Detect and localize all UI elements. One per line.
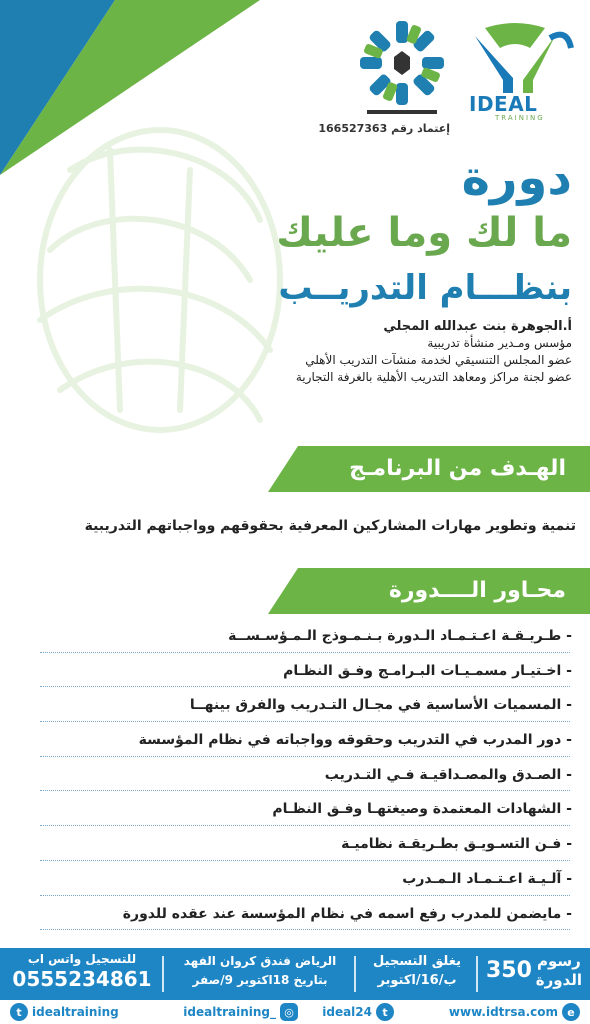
twitter-link-2[interactable]	[10, 1002, 119, 1022]
dotted-line	[40, 756, 570, 757]
tvtc-emblem-icon	[355, 18, 450, 118]
dotted-line	[40, 895, 570, 896]
ideal-logo-sub: TRAINING	[495, 114, 545, 122]
accreditation-number: إعتماد رقم 166527363	[318, 122, 450, 135]
list-item	[0, 900, 590, 935]
goal-heading-banner	[298, 446, 590, 492]
dotted-line	[40, 790, 570, 791]
goal-text: تنمية وتطوير مهارات المشاركين المعرفية بحقوقهم وواجباتهم التدريبية	[84, 518, 576, 534]
axis-text: - المسميات الأساسية في مجـال التـدريب والفرق بينهــا	[189, 697, 572, 714]
axis-text: - اخـتيـار مسمـيـات البـرامـج وفـق النظـام	[283, 662, 572, 679]
list-item	[0, 657, 590, 692]
axis-text: - فـن التسـويـق بطـريقـة نظاميـة	[341, 836, 572, 853]
social-strip	[0, 1000, 590, 1024]
trainer-line: مؤسس ومـدير منشأة تدريبية	[427, 336, 572, 350]
trainer-line: عضو لجنة مراكز ومعاهد التدريب الأهلية بالغرفة التجارية	[295, 370, 572, 384]
fee-label: رسوم	[536, 952, 581, 970]
axis-text: - دور المدرب في التدريب وحقوقه وواجباته في نظام المؤسسة	[138, 732, 572, 749]
list-item	[0, 622, 590, 657]
course-title-sub: بنظـــام التدريــب	[278, 268, 572, 308]
dotted-line	[40, 721, 570, 722]
dotted-line	[40, 860, 570, 861]
fee-value: 350	[486, 958, 532, 983]
twitter-handle-2: idealtraining	[32, 1005, 119, 1019]
course-title-word: دورة	[461, 150, 572, 206]
list-item	[0, 691, 590, 726]
website-text: www.idtrsa.com	[448, 1005, 558, 1019]
axis-text: - الشهادات المعتمدة وصيغتهـا وفـق النظـام	[272, 801, 572, 818]
divider	[476, 956, 478, 992]
instagram-link[interactable]	[183, 1002, 298, 1022]
trainer-info	[296, 318, 572, 386]
close-label: يغلق التسجيل	[373, 954, 461, 969]
website-link[interactable]	[449, 1002, 580, 1022]
close-block	[362, 948, 472, 1000]
axis-text: - مايضمن للمدرب رفع اسمه في نظام المؤسسة عند عقده للدورة	[122, 905, 572, 922]
fee-label: الدورة	[535, 971, 582, 989]
info-bar	[0, 948, 590, 1000]
axes-list	[0, 622, 590, 934]
venue-line: الرياض فندق كروان الفهد	[183, 954, 337, 968]
instagram-handle: idealtraining_	[183, 1005, 276, 1019]
divider	[354, 956, 356, 992]
list-item	[0, 865, 590, 900]
ideal-logo-word: IDEAL	[469, 92, 538, 116]
twitter-link[interactable]	[322, 1002, 394, 1022]
list-item	[0, 830, 590, 865]
dotted-line	[40, 686, 570, 687]
fee-block	[486, 948, 582, 1000]
close-date: ب/16/اكتوبر	[377, 973, 457, 988]
dotted-line	[40, 825, 570, 826]
axis-text: - الصـدق والمصـداقيـة فـي التـدريب	[324, 766, 572, 783]
list-item	[0, 761, 590, 796]
twitter-handle: ideal24	[322, 1005, 372, 1019]
dotted-line	[40, 929, 570, 930]
axis-text: - طـريـقـة اعـتـمـاد الـدورة بـنـمـوذج الـمـؤسـســة	[228, 628, 572, 644]
list-item	[0, 726, 590, 761]
twitter-icon: t	[10, 1003, 28, 1021]
divider	[162, 956, 164, 992]
axis-text: - آلـيـة اعـتـمـاد الـمـدرب	[402, 870, 572, 887]
web-icon: e	[562, 1003, 580, 1021]
course-title-main: ما لك وما عليك	[276, 210, 572, 256]
venue-block	[170, 948, 350, 1000]
ideal-logo	[455, 18, 575, 128]
calligraphy-watermark	[10, 110, 310, 450]
axes-heading: محـاور الــــدورة	[388, 578, 566, 603]
dotted-line	[40, 652, 570, 653]
venue-line: بتاريخ 18اكتوبر 9/صفر	[192, 973, 328, 987]
register-label: للتسجيل واتس اب	[27, 952, 137, 966]
phone-number[interactable]: 0555234861	[12, 967, 152, 991]
instagram-icon: ◎	[280, 1003, 298, 1021]
twitter-icon: t	[376, 1003, 394, 1021]
trainer-line: عضو المجلس التنسيقي لخدمة منشآت التدريب الأهلي	[305, 353, 572, 367]
axes-heading-banner	[298, 568, 590, 614]
list-item	[0, 795, 590, 830]
trainer-name: أ.الجوهرة بنت عبدالله المجلي	[383, 319, 572, 334]
goal-heading: الهـدف من البرنامـج	[349, 456, 566, 481]
register-block	[6, 948, 158, 1000]
ideal-logo-icon	[455, 18, 575, 93]
